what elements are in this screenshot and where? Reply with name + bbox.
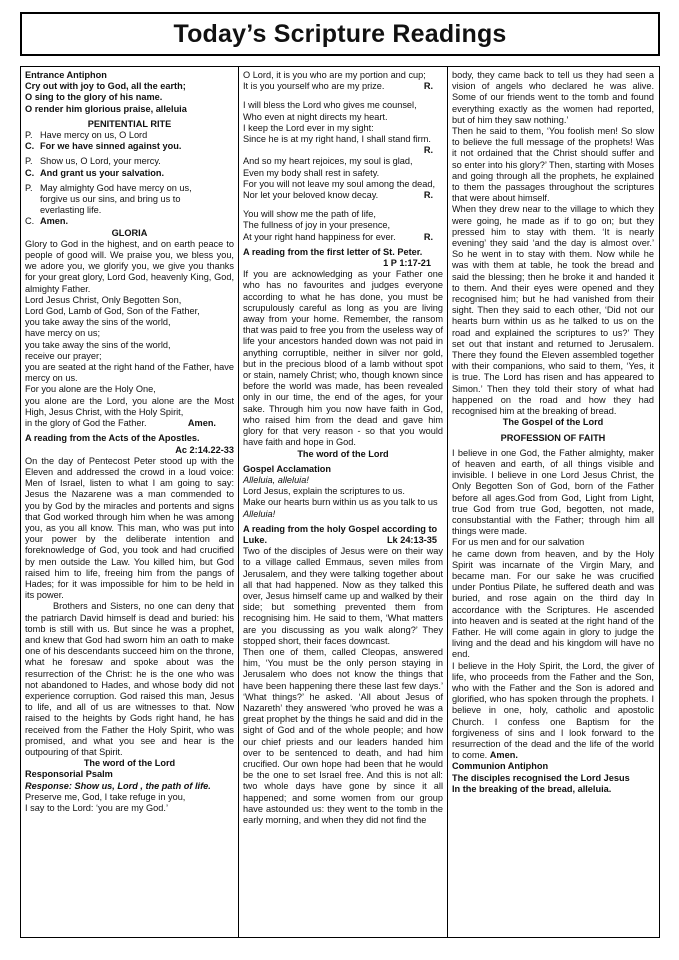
reading2-word: The word of the Lord [297, 448, 389, 459]
creed-text: he came down from heaven, and by the Holy Spirit was incarnate of the Virgin Mary, and became man. For our sake he was crucified under Pontius Pilate, he suffered death and was buried, and rose again on the third day In accordance with the Scriptures. He ascended into heaven and is seated at the right hand of the Father. He will come again in glory to judge the living and the dead and his kingdom will have no end. [452, 548, 654, 660]
penitential-verse: P. Show us, O Lord, your mercy. [25, 156, 161, 167]
psalm-heading: Responsorial Psalm [25, 769, 113, 780]
psalm-line: And so my heart rejoices, my soul is glad, [243, 156, 413, 167]
creed-text: I believe in one God, the Father almighty, maker of heaven and earth, of all things visible and invisible. I believe in one Lord Jesus Christ, the Only Begotten Son of God, born of the Father before all ages.God from God, Light from Light, true God from true God, begotten, not made, consubstantial with the Father; through him all things were made. [452, 447, 654, 537]
entrance-line: O render him glorious praise, alleluia [25, 103, 187, 114]
gloria-line: Lord Jesus Christ, Only Begotten Son, [25, 294, 182, 305]
reading1-text: On the day of Pentecost Peter stood up with the Eleven and addressed the crowd in a loud voice: Men of Israel, listen to what I am going to say: Jesus the Nazarene was a man commended to you by God by the miracles and portents and signs that God worked through him when he was among you, as you all know. This man, who was put into your power by the deliberate intention and foreknowledge of God, you took and had crucified by men outside the Law. You killed him, but God raised him to life, freeing him from the pangs of Hades; for it was impossible for him to be held in its power. [25, 455, 234, 601]
gospel-text: body, they came back to tell us they had seen a vision of angels who declared he was alive. Some of our friends went to the tomb and found everything exactly as the women had reported, but of him they saw nothing.’ [452, 70, 654, 125]
gloria-line: For you alone are the Holy One, [25, 384, 156, 395]
gospel-text: Then one of them, called Cleopas, answered him, ‘You must be the only person staying in Jerusalem who does not know the things that have been happening there these last few days.’ ‘What things?’ he asked. ‘All about Jesus of Nazareth’ they answered ‘who proved he was a great prophet by the things he said and did in the sight of God and of the whole people; and how our chief priests and our leaders handed him over to be sentenced to death, and had him crucified. Our own hope had been that he would be the one to set Israel free. And this is not all: two whole days have gone by since it all happened; and some women from our group have astounded us: they went to the tomb in the early morning, and when they did not find the [243, 646, 443, 826]
psalm-line: At your right hand happiness for ever. R. [243, 231, 433, 242]
entrance-line: Cry out with joy to God, all the earth; [25, 81, 186, 92]
creed-heading: PROFESSION OF FAITH [500, 432, 606, 443]
psalm-line: Preserve me, God, I take refuge in you, [25, 791, 186, 802]
communion-heading: Communion Antiphon [452, 761, 549, 772]
reading1-word: The word of the Lord [83, 758, 176, 769]
penitential-verse: P. May almighty God have mercy on us, forgive us our sins, and bring us to everlasting life. [25, 182, 192, 216]
psalm-line: Who even at night directs my heart. [243, 111, 388, 122]
acclamation-alleluia: Alleluia, alleluia! [243, 474, 309, 485]
gospel-text: Then he said to them, ‘You foolish men! So slow to believe the full message of the prophets! Was it not ordained that the Christ should suffer and so enter into his glory?’ Then, starting with Moses and going through all the prophets, he explained to them the passages throughout the scriptures that were about himself. [452, 126, 654, 204]
psalm-line: You will show me the path of life, [243, 209, 376, 220]
communion-line: The disciples recognised the Lord Jesus [452, 772, 630, 783]
column-2 [239, 67, 448, 937]
psalm-line: Nor let your beloved know decay. R. [243, 190, 433, 201]
gospel-ref: Lk 24:13-35 [386, 534, 437, 545]
gloria-ending: in the glory of God the Father. Amen. [25, 418, 216, 429]
reading2-heading: A reading from the first letter of St. Peter. [243, 246, 423, 257]
page-title: Today’s Scripture Readings [173, 19, 507, 48]
gospel-heading: A reading from the holy Gospel according to Luke. [243, 523, 438, 545]
reading1-text: Brothers and Sisters, no one can deny that the patriarch David himself is dead and buried: his tomb is still with us. But since he was a prophet, and knew that God had sworn him an oath to make one of his descendants succeed him on the throne, what he foresaw and spoke about was the resurrection of the Christ: he is the one who was not abandoned to Hades, and whose body did not experience corruption. God raised this man, Jesus to life, and all of us are witnesses to that. Now raised to the heights by Gods right hand, he has received from the Father the Holy Spirit, who was promised, and what you see and hear is the outpouring of that Spirit. [25, 601, 234, 757]
penitential-heading: PENITENTIAL RITE [87, 118, 172, 129]
psalm-r: R. [423, 145, 433, 156]
psalm-line: The fullness of joy in your presence, [243, 220, 391, 231]
psalm-response: Response: Show us, Lord , the path of life. [25, 780, 211, 791]
acclamation-line: Lord Jesus, explain the scriptures to us. [243, 486, 405, 497]
title-box [20, 12, 660, 56]
entrance-heading: Entrance Antiphon [25, 70, 107, 80]
psalm-line: It is you yourself who are my prize. R. [243, 81, 433, 92]
gospel-text: Two of the disciples of Jesus were on their way to a village called Emmaus, seven miles from Jerusalem, and they were talking together about all that had happened. Now as they talked this over, Jesus himself came up and walked by their side; but something prevented them from recognising him. He said to them, ‘What matters are you discussing as you walk along?’ They stopped short, their faces downcast. [243, 546, 443, 646]
gloria-text: you are seated at the right hand of the Father, have mercy on us. [25, 362, 234, 384]
reading1-heading: A reading from the Acts of the Apostles. [25, 433, 200, 444]
penitential-response: C. And grant us your salvation. [25, 167, 165, 178]
gloria-line: you take away the sins of the world, [25, 339, 171, 350]
reading1-ref: Ac 2:14.22-33 [175, 444, 234, 455]
reading2-ref: 1 P 1:17-21 [383, 258, 431, 269]
column-3 [448, 67, 658, 937]
gloria-heading: GLORIA [111, 227, 148, 238]
reading2-text: If you are acknowledging as your Father one who has no favourites and judges everyone according to what he has done, you must be scrupulously careful as long as you are living away from your home. Remember, the ransom that was paid to free you from the useless way of life your ancestors handed down was not paid in anything corruptible, neither in silver nor gold, but in the precious blood of a lamb without spot or stain, namely Christ; who, though known since before the world was made, has been revealed only in our time, the end of the ages, for your sake. Through him you now have faith in God, who raised him from the dead and gave him glory for that very reason - so that you would have faith and hope in God. [243, 269, 443, 448]
psalm-line: O Lord, it is you who are my portion and cup; [243, 70, 426, 80]
readings-frame [20, 66, 660, 938]
acclamation-line: Make our hearts burn within us as you talk to us [243, 497, 438, 508]
psalm-line: Even my body shall rest in safety. [243, 167, 380, 178]
psalm-line: I keep the Lord ever in my sight: [243, 122, 374, 133]
gospel-text: When they drew near to the village to which they were going, he made as if to go on; but they pressed him to stay with them. ‘It is nearly evening’ they said ‘and the day is almost over.’ So he went in to stay with them. Now while he was with them at table, he took the bread and said the blessing; then he broke it and handed it to them. And their eyes were opened and they recognised him; but he had vanished from their sight. Then they said to each other, ‘Did not our hearts burn within us as he talked to us on the road and explained the scriptures to us?’ They set out that instant and returned to Jerusalem. There they found the Eleven assembled together with their companions, who said to them, ‘Yes, it is true. The Lord has risen and has appeared to Simon.’ Then they told their story of what had happened on the road and how they had recognised him at the breaking of bread. [452, 204, 654, 417]
gloria-line: have mercy on us; [25, 328, 101, 339]
psalm-line: I will bless the Lord who gives me counsel, [243, 100, 417, 111]
acclamation-heading: Gospel Acclamation [243, 463, 331, 474]
gloria-line: you take away the sins of the world, [25, 317, 171, 328]
psalm-line: Since he is at my right hand, I shall stand firm. [243, 134, 431, 145]
gospel-end: The Gospel of the Lord [502, 417, 604, 428]
communion-line: In the breaking of the bread, alleluia. [452, 783, 612, 794]
gloria-text: you alone are the Lord, you alone are the Most High, Jesus Christ, with the Holy Spirit, [25, 395, 234, 417]
penitential-response: C. Amen. [25, 216, 69, 227]
gloria-line: Lord God, Lamb of God, Son of the Father, [25, 306, 200, 317]
column-1 [21, 67, 239, 937]
entrance-line: O sing to the glory of his name. [25, 92, 163, 103]
creed-text: I believe in the Holy Spirit, the Lord, the giver of life, who proceeds from the Father and the Son, who with the Father and the Son is adored and glorified, who has spoken through the prophets. I believe in one, holy, catholic and apostolic Church. I confess one Baptism for the forgiveness of sins and I look forward to the resurrection of the dead and the life of the world to come. Amen. [452, 660, 654, 761]
gloria-text: Glory to God in the highest, and on earth peace to people of good will. We praise you, we bless you, we adore you, we glorify you, we give you thanks for your great glory, Lord God, heavenly King, God, almighty Father. [25, 238, 234, 294]
penitential-response: C. For we have sinned against you. [25, 141, 182, 152]
acclamation-alleluia: Alleluia! [243, 508, 276, 519]
penitential-verse: P. Have mercy on us, O Lord [25, 130, 148, 141]
gloria-line: receive our prayer; [25, 350, 102, 361]
creed-line: For us men and for our salvation [452, 537, 585, 548]
psalm-line: I say to the Lord: ‘you are my God.’ [25, 803, 168, 813]
psalm-line: For you will not leave my soul among the dead, [243, 178, 436, 189]
